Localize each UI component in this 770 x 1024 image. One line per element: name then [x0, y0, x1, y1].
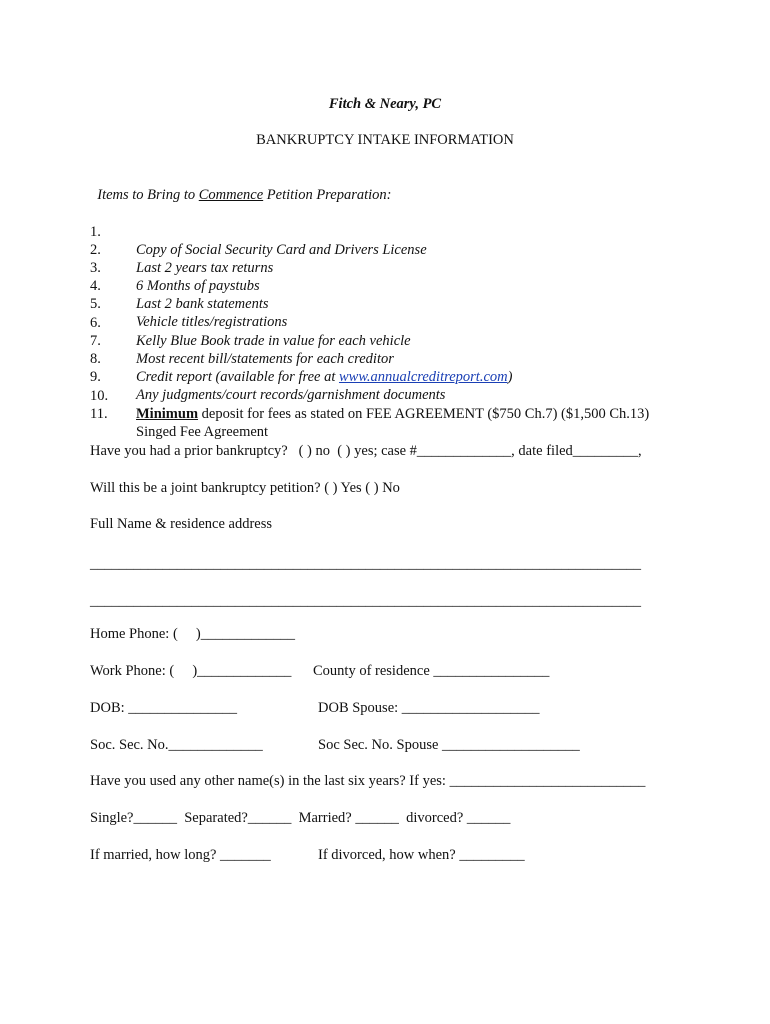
item-text: Singed Fee Agreement — [136, 424, 269, 440]
item-number: 1. — [90, 224, 101, 240]
items-heading-post: Petition Preparation: — [263, 187, 392, 203]
item-number: 2. — [90, 242, 101, 258]
item-text: Any judgments/court records/garnishment documents — [136, 387, 446, 403]
name-address-label: Full Name & residence address — [90, 516, 273, 532]
item-number: 9. — [90, 369, 101, 385]
item-number: 7. — [90, 333, 101, 349]
item-number: 3. — [90, 260, 101, 276]
item-text-pre: Credit report (available for free at — [136, 369, 339, 385]
item-text: Last 2 bank statements — [136, 296, 269, 312]
item-text: 6 Months of paystubs — [136, 278, 260, 294]
annualcreditreport-link[interactable]: www.annualcreditreport.com — [338, 369, 508, 385]
dob-field[interactable]: DOB: _______________ — [90, 700, 238, 716]
item-number: 4. — [90, 278, 101, 294]
items-heading — [90, 168, 392, 204]
item-number: 5. — [90, 296, 101, 312]
item-text: Copy of Social Security Card and Drivers License — [136, 242, 427, 258]
joint-petition-question[interactable]: Will this be a joint bankruptcy petition? ( ) Yes ( ) No — [90, 480, 400, 496]
divorced-how-when-field[interactable]: If divorced, how when? _________ — [318, 847, 525, 863]
other-names-question[interactable]: Have you used any other name(s) in the last six years? If yes: ___________________________ — [90, 773, 646, 789]
item-text-bold: Minimum — [136, 406, 199, 422]
item-text: Kelly Blue Book trade in value for each vehicle — [136, 333, 411, 349]
dob-spouse-field[interactable]: DOB Spouse: ___________________ — [318, 700, 540, 716]
item-text-post: deposit for fees as stated on FEE AGREEMENT ($750 Ch.7) ($1,500 Ch.13) — [198, 406, 650, 422]
marital-status-question[interactable]: Single?______ Separated?______ Married? ______ divorced? ______ — [90, 810, 511, 826]
item-text: Vehicle titles/registrations — [136, 314, 288, 330]
form-title: BANKRUPTCY INTAKE INFORMATION — [256, 132, 514, 148]
item-number: 6. — [90, 315, 101, 331]
firm-name: Fitch & Neary, PC — [328, 96, 442, 112]
home-phone-field[interactable]: Home Phone: ( )_____________ — [90, 626, 295, 642]
married-how-long-field[interactable]: If married, how long? _______ — [90, 847, 271, 863]
item-number: 8. — [90, 351, 101, 367]
items-heading-underlined: Commence — [198, 187, 264, 203]
prior-bankruptcy-question[interactable]: Have you had a prior bankruptcy? ( ) no ( ) yes; case #_____________, date filed_________, — [90, 443, 642, 459]
item-text-post: ) — [507, 369, 513, 385]
item-text: Most recent bill/statements for each creditor — [136, 351, 394, 367]
ssn-field[interactable]: Soc. Sec. No._____________ — [90, 737, 263, 753]
address-line-1[interactable]: ____________________________________________________________________________ — [90, 556, 641, 572]
ssn-spouse-field[interactable]: Soc Sec. No. Spouse ___________________ — [318, 737, 580, 753]
items-heading-pre: Items to Bring to — [97, 187, 199, 203]
county-field[interactable]: County of residence ________________ — [313, 663, 550, 679]
address-line-2[interactable]: ____________________________________________________________________________ — [90, 593, 641, 609]
item-text: Last 2 years tax returns — [136, 260, 274, 276]
item-number: 10. — [90, 388, 109, 404]
work-phone-field[interactable]: Work Phone: ( )_____________ — [90, 663, 292, 679]
item-number: 11. — [90, 406, 108, 422]
